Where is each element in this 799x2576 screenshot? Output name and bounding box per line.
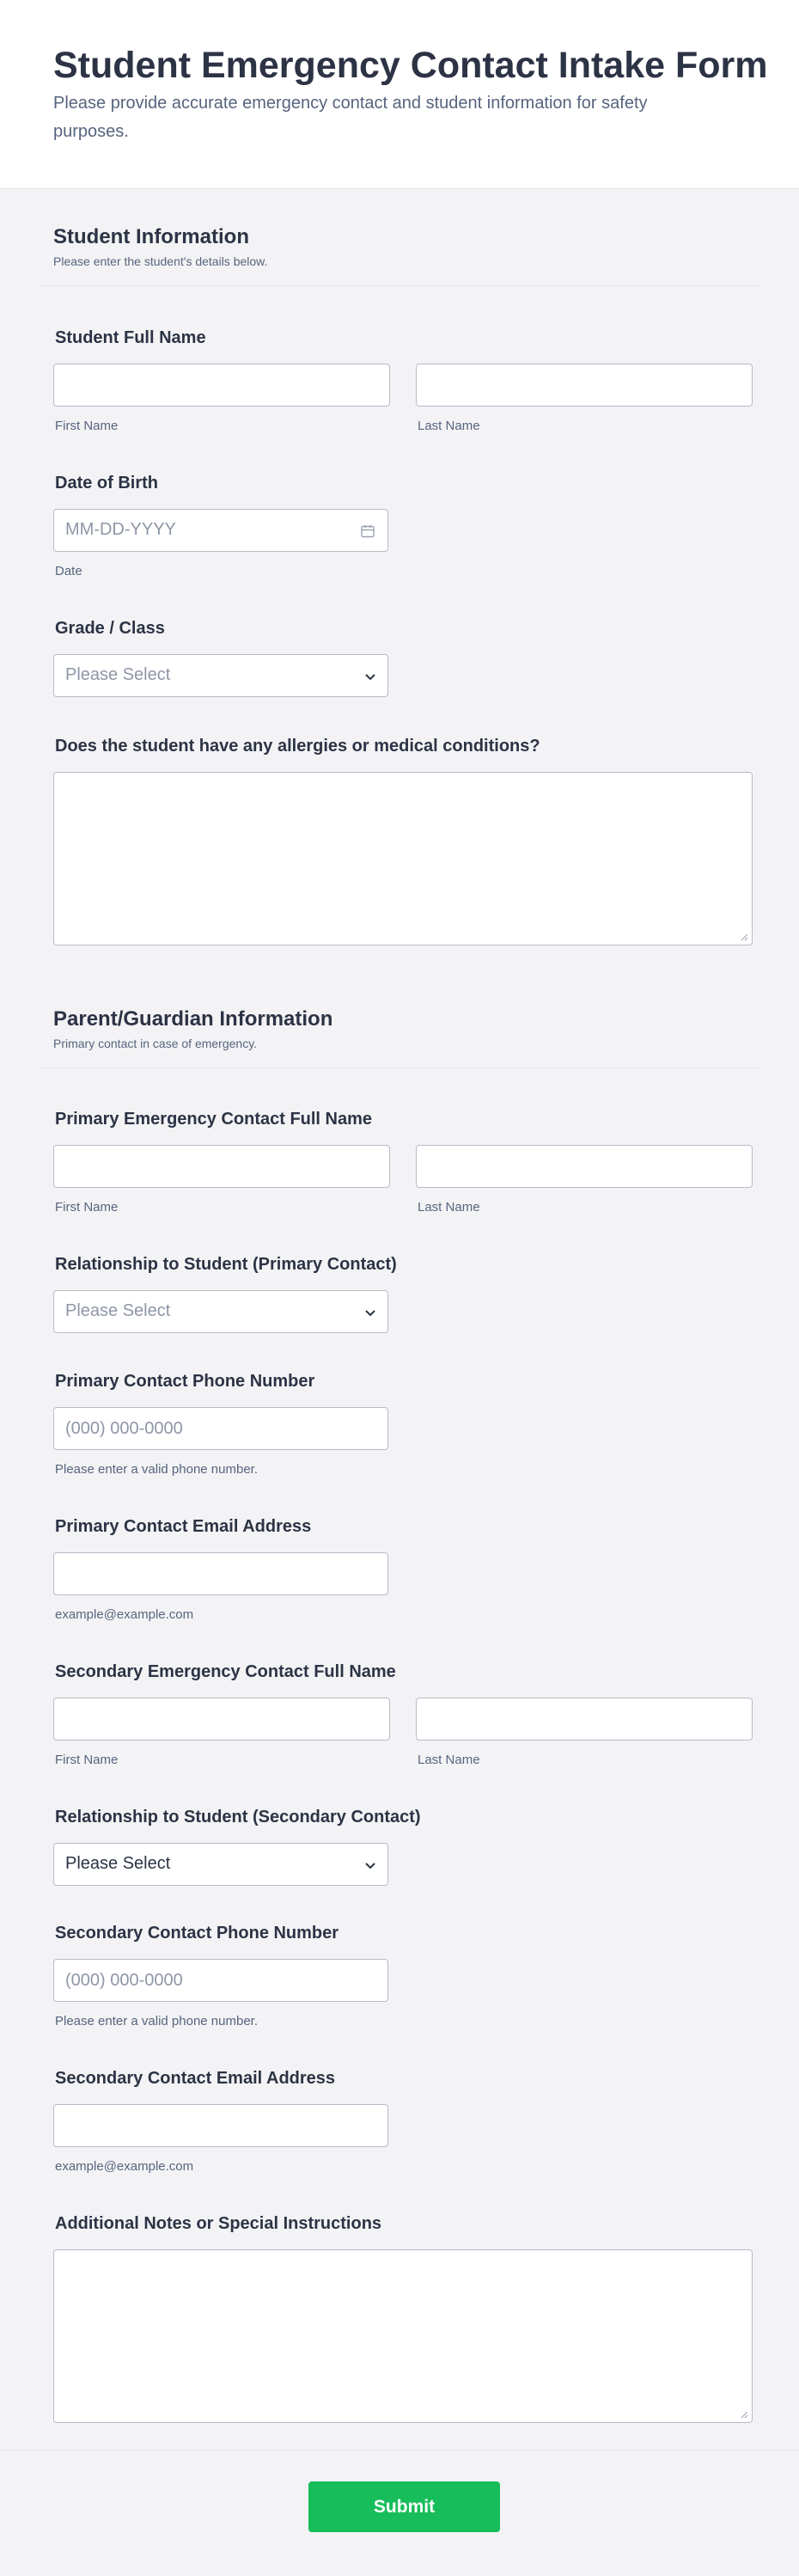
primary-relationship-value: Please Select xyxy=(65,1301,171,1320)
primary-email-input[interactable] xyxy=(53,1552,388,1595)
form-footer xyxy=(0,2450,799,2576)
secondary-phone-input[interactable] xyxy=(53,1959,388,2002)
secondary-phone-sublabel: Please enter a valid phone number. xyxy=(55,2014,258,2028)
medical-conditions-label: Does the student have any allergies or medical conditions? xyxy=(55,737,540,756)
secondary-last-name-input[interactable] xyxy=(416,1698,753,1741)
calendar-icon[interactable] xyxy=(360,523,375,539)
additional-notes-textarea[interactable] xyxy=(53,2249,753,2423)
section-divider xyxy=(40,285,759,286)
secondary-email-label: Secondary Contact Email Address xyxy=(55,2069,336,2088)
resize-grip-icon[interactable] xyxy=(740,2410,748,2419)
secondary-relationship-select[interactable] xyxy=(53,1843,388,1886)
chevron-down-icon xyxy=(363,1306,377,1319)
chevron-down-icon xyxy=(363,670,377,683)
primary-first-name-input[interactable] xyxy=(53,1145,390,1188)
primary-phone-label: Primary Contact Phone Number xyxy=(55,1372,315,1391)
grade-class-select[interactable] xyxy=(53,654,388,697)
primary-email-sublabel: example@example.com xyxy=(55,1607,194,1622)
secondary-first-name-input[interactable] xyxy=(53,1698,390,1741)
date-of-birth-placeholder: MM-DD-YYYY xyxy=(65,520,176,539)
student-section-header xyxy=(40,225,759,287)
last-name-sublabel: Last Name xyxy=(418,419,480,433)
student-full-name-label: Student Full Name xyxy=(55,328,206,347)
first-name-sublabel: First Name xyxy=(55,1753,119,1767)
secondary-email-sublabel: example@example.com xyxy=(55,2159,194,2174)
form-header xyxy=(0,0,799,189)
additional-notes-label: Additional Notes or Special Instructions xyxy=(55,2214,382,2233)
section-title: Parent/Guardian Information xyxy=(53,1007,333,1031)
chevron-down-icon xyxy=(363,1858,377,1872)
first-name-sublabel: First Name xyxy=(55,1200,119,1215)
secondary-relationship-label: Relationship to Student (Secondary Contact) xyxy=(55,1808,421,1826)
form-subtitle: Please provide accurate emergency contact and student information for safety purposes. xyxy=(53,94,648,141)
guardian-section-header xyxy=(40,1007,759,1069)
section-subtitle: Primary contact in case of emergency. xyxy=(53,1037,258,1050)
primary-last-name-input[interactable] xyxy=(416,1145,753,1188)
grade-class-value: Please Select xyxy=(65,665,171,684)
resize-grip-icon[interactable] xyxy=(740,933,748,941)
primary-relationship-select[interactable] xyxy=(53,1290,388,1333)
section-title: Student Information xyxy=(53,225,249,248)
date-of-birth-input[interactable] xyxy=(53,509,388,552)
primary-phone-input[interactable] xyxy=(53,1407,388,1450)
primary-phone-sublabel: Please enter a valid phone number. xyxy=(55,1462,258,1477)
student-first-name-input[interactable] xyxy=(53,364,390,407)
secondary-email-input[interactable] xyxy=(53,2104,388,2147)
section-subtitle: Please enter the student's details below. xyxy=(53,254,268,268)
secondary-phone-label: Secondary Contact Phone Number xyxy=(55,1924,339,1943)
date-of-birth-label: Date of Birth xyxy=(55,474,158,493)
secondary-contact-name-label: Secondary Emergency Contact Full Name xyxy=(55,1662,396,1681)
last-name-sublabel: Last Name xyxy=(418,1200,480,1215)
primary-contact-name-label: Primary Emergency Contact Full Name xyxy=(55,1110,373,1129)
submit-button[interactable]: Submit xyxy=(308,2481,500,2532)
student-last-name-input[interactable] xyxy=(416,364,753,407)
first-name-sublabel: First Name xyxy=(55,419,119,433)
last-name-sublabel: Last Name xyxy=(418,1753,480,1767)
secondary-relationship-value: Please Select xyxy=(65,1854,171,1873)
primary-relationship-label: Relationship to Student (Primary Contact) xyxy=(55,1255,397,1274)
primary-email-label: Primary Contact Email Address xyxy=(55,1517,312,1536)
grade-class-label: Grade / Class xyxy=(55,619,165,638)
form-title: Student Emergency Contact Intake Form xyxy=(53,45,768,86)
medical-conditions-textarea[interactable] xyxy=(53,772,753,945)
date-sublabel: Date xyxy=(55,564,82,578)
